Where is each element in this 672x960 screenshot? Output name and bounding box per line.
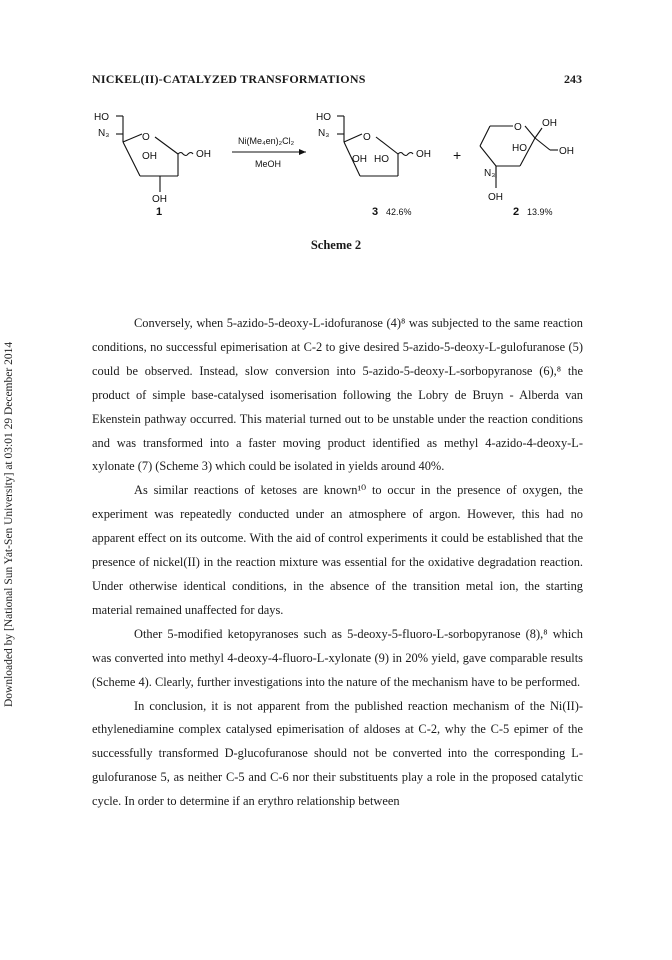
reagent-label: Ni(Me₄en)₂Cl₂ bbox=[238, 136, 295, 146]
running-header bbox=[92, 72, 582, 88]
compound-1-anomeric-oh: OH bbox=[196, 149, 211, 160]
body-text bbox=[92, 312, 583, 814]
page-number: 243 bbox=[564, 72, 582, 86]
compound-2-n3-label: N₃ bbox=[484, 168, 496, 179]
download-watermark: Downloaded by [National Sun Yat-Sen University] at 03:01 29 December 2014 bbox=[3, 341, 15, 707]
compound-2-right-oh: OH bbox=[559, 146, 574, 157]
compound-3-ring-ho: HO bbox=[374, 154, 389, 165]
compound-2-bottom-oh: OH bbox=[488, 192, 503, 203]
compound-3-structure bbox=[337, 116, 413, 176]
compound-1-n3-label: N₃ bbox=[98, 128, 110, 139]
compound-2-number: 2 bbox=[513, 206, 520, 218]
paragraph-1: Conversely, when 5-azido-5-deoxy-L-idofuranose (4)⁸ was subjected to the same reaction conditions, no successful epimerisation at C-2 to give desired 5-azido-5-deoxy-L-gulofuranose (5) could be observed. Instead, slow conversion into 5-azido-5-deoxy-L-sorbopyranose (6),⁸ the product of simple base-catalysed isomerisation following the Lobry de Bruyn - Alberda van Ekenstein pathway occurred. This material turned out to be unstable under the reaction conditions and was transformed into a faster moving product identified as methyl 4-azido-4-deoxy-L-xylonate (7) (Scheme 3) which could be isolated in yields around 40%. bbox=[92, 316, 583, 474]
paragraph-3: Other 5-modified ketopyranoses such as 5-deoxy-5-fluoro-L-sorbopyranose (8),⁸ which was converted into methyl 4-deoxy-4-fluoro-L-xylonate (9) in 20% yield, gave comparable results (Scheme 4). Clearly, further investigations into the nature of the mechanism have to be performed. bbox=[92, 626, 583, 689]
paragraph-4: In conclusion, it is not apparent from the published reaction mechanism of the Ni(II)-ethylenediamine complex catalysed epimerisation of aldoses at C-2, why the C-5 epimer of the successfully transformed D-glucofuranose should not be converted into the corresponding L-gulofuranose 5, as neither C-5 and C-6 nor their substituents play a role in the proposed catalytic cycle. In order to determine if an erythro relationship between bbox=[92, 698, 583, 809]
compound-3-ho-label: HO bbox=[316, 112, 331, 123]
reaction-scheme-figure bbox=[80, 104, 600, 229]
scheme-caption: Scheme 2 bbox=[310, 238, 362, 252]
compound-3-ring-oxygen: O bbox=[363, 132, 371, 143]
compound-1-bottom-oh: OH bbox=[152, 194, 167, 205]
compound-1-ring-oh: OH bbox=[142, 151, 157, 162]
plus-sign: + bbox=[453, 147, 462, 163]
compound-3-yield: 42.6% bbox=[386, 207, 412, 217]
compound-3-n3-label: N₃ bbox=[318, 128, 330, 139]
compound-2-top-oh: OH bbox=[542, 118, 557, 129]
compound-3-number: 3 bbox=[372, 206, 379, 218]
compound-3-anomeric-oh: OH bbox=[416, 149, 431, 160]
compound-2-yield: 13.9% bbox=[527, 207, 553, 217]
compound-1-ring-oxygen: O bbox=[142, 132, 150, 143]
compound-2-ring-ho: HO bbox=[512, 143, 527, 154]
compound-2-ring-oxygen: O bbox=[514, 122, 522, 133]
reaction-arrowhead bbox=[299, 149, 306, 155]
compound-1-ho-label: HO bbox=[94, 112, 109, 123]
reaction-scheme bbox=[80, 104, 600, 229]
compound-1-number: 1 bbox=[156, 206, 163, 218]
running-title: NICKEL(II)-CATALYZED TRANSFORMATIONS bbox=[92, 72, 366, 86]
paragraph-2: As similar reactions of ketoses are known¹⁰ to occur in the presence of oxygen, the experiment was repeatedly conducted under an atmosphere of argon. However, this had no apparent effect on its outcome. With the aid of control experiments it could be established that the presence of nickel(II) in the reaction mixture was essential for the oxidative degradation reaction. Under otherwise identical conditions, in the absence of the transition metal ion, the starting material remained unaffected for days. bbox=[92, 483, 583, 617]
solvent-label: MeOH bbox=[255, 159, 282, 169]
compound-3-ring-oh: OH bbox=[352, 154, 367, 165]
